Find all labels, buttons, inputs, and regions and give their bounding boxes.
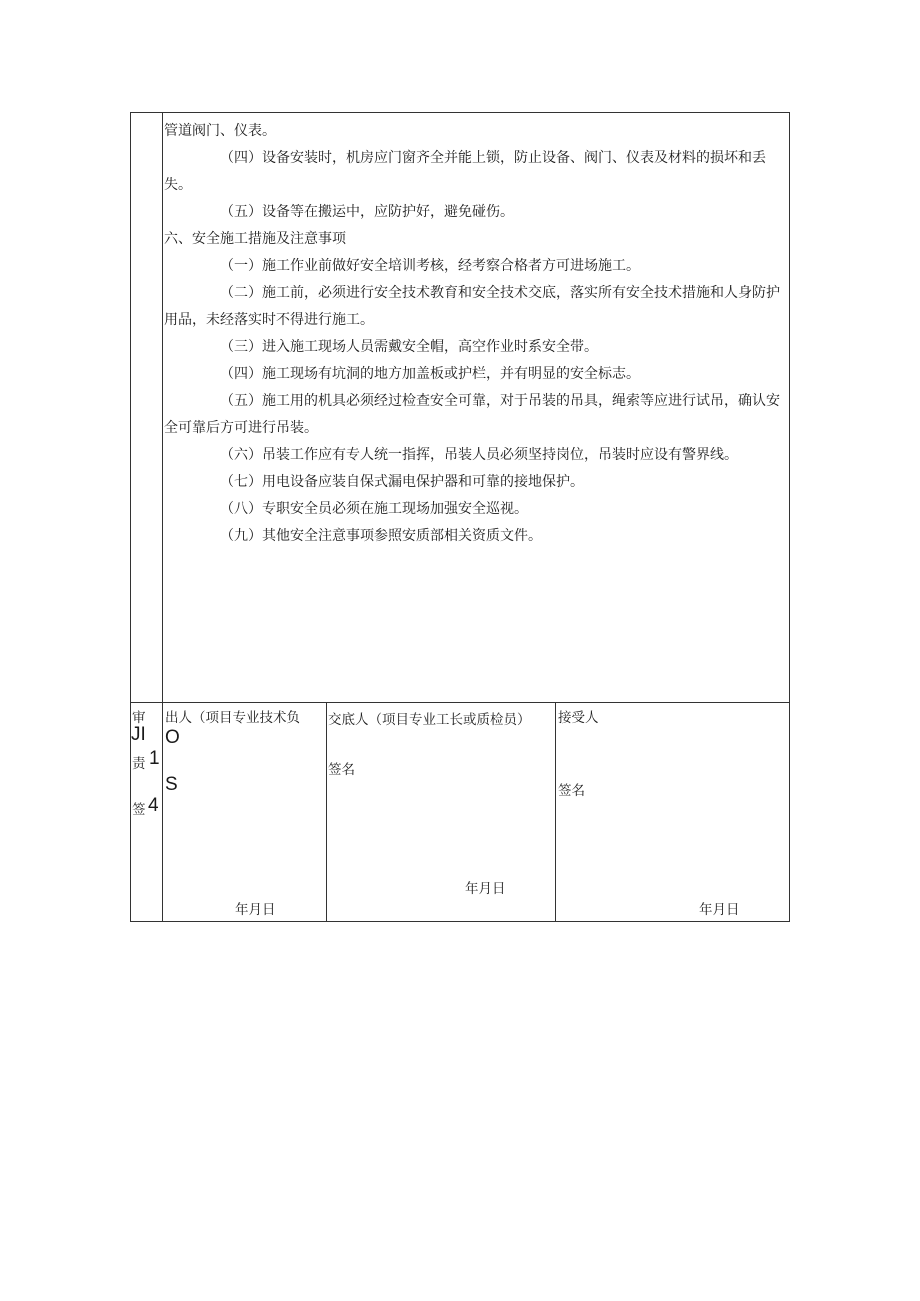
signature-row-divider xyxy=(130,702,790,703)
left-label-4: 签 xyxy=(132,802,146,818)
paragraph: （六）吊装工作应有专人统一指挥，吊装人员必须坚持岗位，吊装时应设有警界线。 xyxy=(220,447,738,463)
col1-mark-o: O xyxy=(165,727,180,748)
col2-title: 交底人（项目专业工长或质检员） xyxy=(328,712,531,728)
paragraph: （五）设备等在搬运中，应防护好，避免碰伤。 xyxy=(220,204,514,220)
col2-date: 年月日 xyxy=(465,881,506,897)
paragraph: （八）专职安全员必须在施工现场加强安全巡视。 xyxy=(220,501,528,517)
col3-title: 接受人 xyxy=(558,710,599,726)
paragraph: （二）施工前，必须进行安全技术教育和安全技术交底，落实所有安全技术措施和人身防护用品，未经落实时不得进行施工。 xyxy=(164,285,780,328)
paragraph: （四）施工现场有坑洞的地方加盖板或护栏，并有明显的安全标志。 xyxy=(220,366,640,382)
paragraph: （五）施工用的机具必须经过检查安全可靠，对于吊装的吊具，绳索等应进行试吊，确认安全可靠后方可进行吊装。 xyxy=(164,393,780,436)
signature-divider-2 xyxy=(555,702,556,922)
left-column-divider xyxy=(162,112,163,922)
col1-date: 年月日 xyxy=(235,902,276,918)
col3-date: 年月日 xyxy=(699,902,740,918)
col1-mark-s: S xyxy=(165,774,178,795)
paragraph: （一）施工作业前做好安全培训考核，经考察合格者方可进场施工。 xyxy=(220,258,640,274)
paragraph: （七）用电设备应装自保式漏电保护器和可靠的接地保护。 xyxy=(220,474,584,490)
paragraph: （九）其他安全注意事项参照安质部相关资质文件。 xyxy=(220,528,542,544)
left-label-3: 责 xyxy=(132,756,146,772)
col1-title: 出人（项目专业技术负 xyxy=(165,710,300,726)
col3-sign-label: 签名 xyxy=(558,783,585,799)
left-label-4b: 4 xyxy=(148,795,159,816)
body-content xyxy=(164,118,784,550)
col2-sign-label: 签名 xyxy=(328,762,355,778)
left-label-3b: 1 xyxy=(149,748,160,769)
left-label-1: 审 xyxy=(132,710,146,726)
paragraph: （三）进入施工现场人员需戴安全帽，高空作业时系安全带。 xyxy=(220,339,598,355)
left-label-2: JI xyxy=(131,724,146,745)
signature-divider-1 xyxy=(326,702,327,922)
paragraph: 管道阀门、仪表。 xyxy=(164,123,276,139)
paragraph: （四）设备安装时，机房应门窗齐全并能上锁，防止设备、阀门、仪表及材料的损坏和丢失。 xyxy=(164,150,766,193)
paragraph: 六、安全施工措施及注意事项 xyxy=(164,231,346,247)
